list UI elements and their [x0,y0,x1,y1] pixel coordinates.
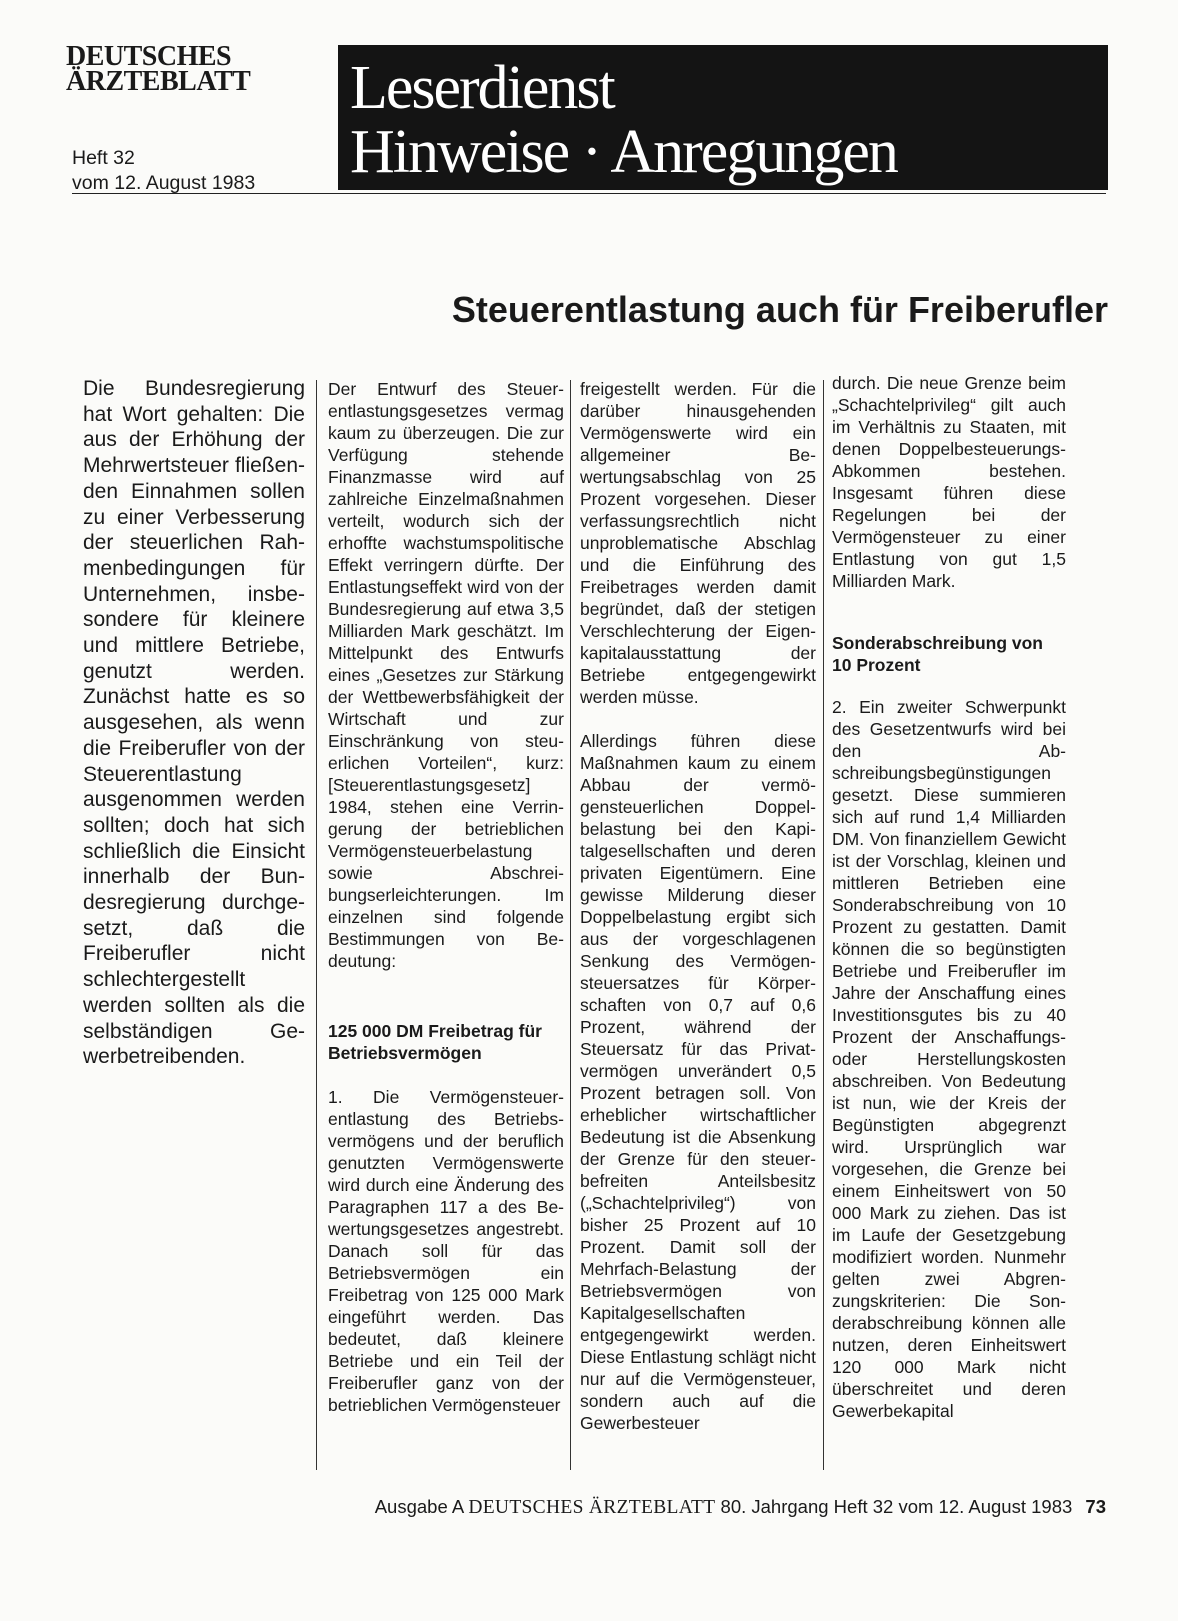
column-2-paragraph-2: Allerdings führen diese Maßnahmen kaum zu einem Abbau der vermögensteuerlichen Doppelbelastung bei den Kapitalgesellschaften und deren privaten Eigentümern. Eine gewisse Milderung dieser Doppelbelastung ergibt sich aus der vorgeschlagenen Senkung des Vermögensteuersatzes für Körperschaften von 0,7 auf 0,6 Prozent, während der Steuersatz für das Privatvermögen unverändert 0,5 Prozent betragen soll. Von erheblicher wirtschaftlicher Bedeutung ist die Absenkung der Grenze für den steuerbefreiten Anteilsbesitz („Schachtelprivileg“) von bisher 25 Prozent auf 10 Prozent. Damit soll der Mehrfach-Belastung der Betriebsvermögen von Kapitalgesellschaften entgegengewirkt werden. Diese Entlastung schlägt nicht nur auf die Vermögensteuer, sondern auch auf die Gewerbesteuer [580,731,816,1433]
article-lead [83,376,305,1070]
article-column-2 [580,378,816,1434]
footer-volume: 80. Jahrgang Heft 32 vom 12. August 1983 [720,1496,1073,1517]
column-3-paragraph-2: 2. Ein zweiter Schwerpunkt des Gesetzentwurfs wird bei den Abschreibungsbegünstigungen gesetzt. Diese summieren sich auf rund 1,4 Milliarden DM. Von finanziellem Gewicht ist der Vorschlag, kleinen und mittleren Betrieben eine Sonderabschreibung von 10 Prozent zu gestatten. Damit können die so begünstigten Betriebe und Freiberufler im Jahre der Anschaffung eines Investitionsgutes bis zu 40 Prozent der Anschaffungs- oder Herstellungskosten abschreiben. Von Bedeutung ist nun, wie der Kreis der Begünstigten abgegrenzt wird. Ursprünglich war vorgesehen, die Grenze bei einem Einheitswert von 50 000 Mark zu ziehen. Das ist im Laufe der Gesetzgebung modifiziert worden. Nunmehr gelten zwei Abgrenzungskriterien: Die Sonderabschreibung können alle nutzen, deren Einheitswert 120 000 Mark nicht überschreitet und deren Gewerbekapital [832,697,1066,1421]
issue-info [72,146,255,196]
header-rule [72,193,1106,194]
lead-paragraph: Die Bundesregierung hat Wort gehalten: Die aus der Erhöhung der Mehrwertsteuer fließenden Einnahmen sollen zu einer Verbesserung der steuerlichen Rahmenbedingungen für Unternehmen, insbesondere für kleinere und mittlere Betriebe, genutzt werden. Zunächst hatte es so ausgesehen, als wenn die Freiberufler von der Steuerentlastung ausgenommen werden sollten; doch hat sich schließlich die Einsicht innerhalb der Bundesregierung durchgesetzt, daß die Freiberufler nicht schlechtergestellt werden sollten als die selbständigen Gewerbetreibenden. [83,377,305,1069]
section-banner [338,45,1108,190]
column-divider [316,380,317,1470]
article-column-3 [832,372,1066,1422]
article-column-1 [328,378,564,1416]
page-number: 73 [1085,1496,1106,1517]
column-divider [570,380,571,1470]
article-headline: Steuerentlastung auch für Freiberufler [451,289,1108,330]
column-1-paragraph-1: Der Entwurf des Steuerentlastungsgesetzes vermag kaum zu überzeugen. Die zur Verfügung stehende Finanzmasse wird auf zahlreiche Einzelmaßnahmen verteilt, wodurch sich der erhoffte wachstumspolitische Effekt verringern dürfte. Der Entlastungseffekt wird von der Bundesregierung auf etwa 3,5 Milliarden Mark geschätzt. Im Mittelpunkt des Entwurfs eines „Gesetzes zur Stärkung der Wettbewerbsfähigkeit der Wirtschaft und zur Einschränkung von steuerlichen Vorteilen“, kurz: [Steuerentlastungsgesetz] 1984, stehen eine Verringerung der betrieblichen Vermögensteuerbelastung sowie Abschreibungserleichterungen. Im einzelnen sind folgende Bestimmungen von Bedeutung: [328,379,564,971]
column-2-paragraph-1: freigestellt werden. Für die darüber hinausgehenden Vermögenswerte wird ein allgemeiner Bewertungsabschlag von 25 Prozent vorgesehen. Dieser verfassungsrechtlich nicht unproblematische Abschlag und die Einführung des Freibetrages werden damit begründet, daß der stetigen Verschlechterung der Eigenkapitalausstattung der Betriebe entgegengewirkt werden müsse. [580,379,816,707]
column-1-subheading: 125 000 DM Freibetrag für Betriebsvermögen [328,1021,542,1063]
masthead-logo [66,41,316,97]
banner-line-2: Hinweise · Anregungen [350,118,897,186]
issue-date: vom 12. August 1983 [72,172,256,194]
masthead-line-2: ÄRZTEBLATT [66,66,251,97]
page-footer [236,1495,1106,1520]
footer-brand: DEUTSCHES ÄRZTEBLATT [468,1497,716,1518]
column-3-subheading: Sonderabschreibung von 10 Prozent [832,633,1043,675]
column-1-paragraph-2: 1. Die Vermögensteuerentlastung des Betriebsvermögens und der beruflich genutzten Vermögenswerte wird durch eine Änderung des Paragraphen 117 a des Bewertungsgesetzes angestrebt. Danach soll für das Betriebsvermögen ein Freibetrag von 125 000 Mark eingeführt werden. Das bedeutet, daß kleinere Betriebe und ein Teil der Freiberufler ganz von der betrieblichen Vermögensteuer [328,1087,564,1415]
footer-edition: Ausgabe A [374,1496,464,1517]
banner-line-1: Leserdienst [350,54,614,122]
column-3-paragraph-1: durch. Die neue Grenze beim „Schachtelprivileg“ gilt auch im Verhältnis zu Staaten, mit denen Doppelbesteuerungs-Abkommen bestehen. Insgesamt führen diese Regelungen bei der Vermögensteuer zu einer Entlastung von gut 1,5 Milliarden Mark. [832,373,1066,591]
issue-number: Heft 32 [72,147,135,169]
column-divider [823,380,824,1470]
masthead-line-1: DEUTSCHES [66,41,232,72]
